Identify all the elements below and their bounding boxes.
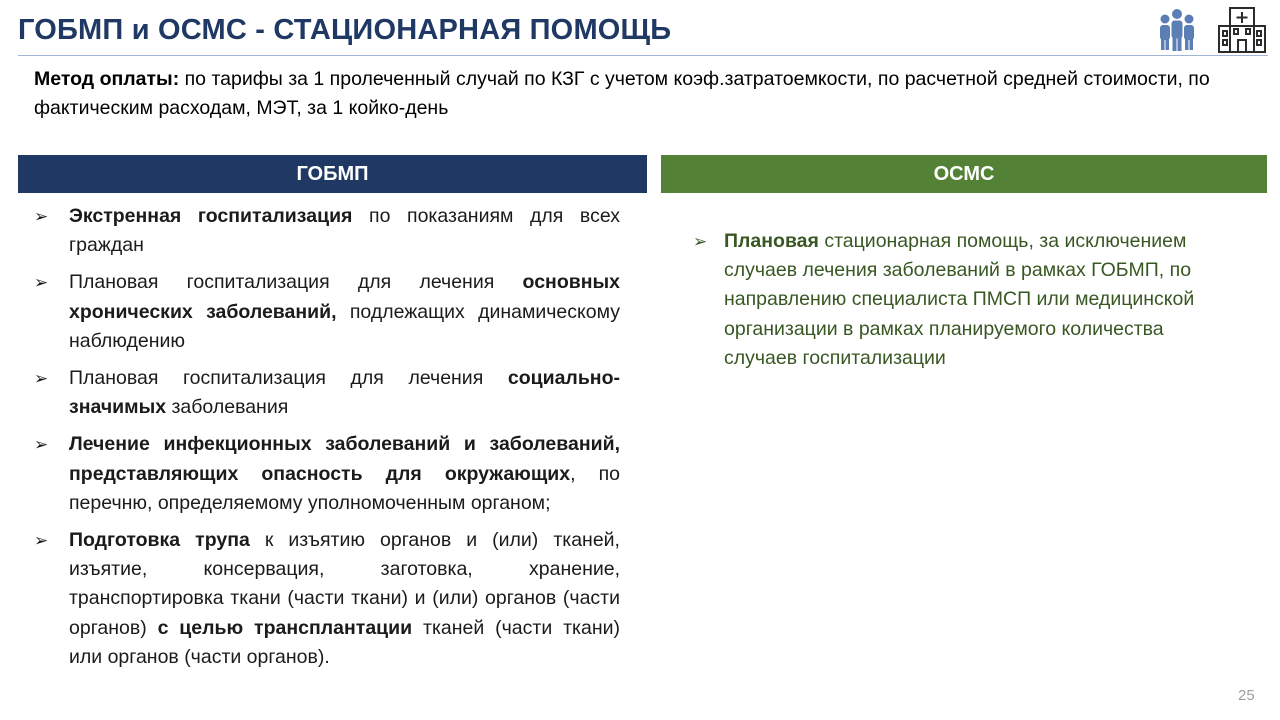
gobmp-header: ГОБМП (18, 155, 647, 193)
text-run: Плановая госпитализация для лечения (69, 367, 508, 390)
list-item (34, 202, 620, 260)
bold-text: основных хронических заболеваний, (69, 271, 620, 323)
slide-title: ГОБМП и ОСМС - СТАЦИОНАРНАЯ ПОМОЩЬ (18, 14, 672, 46)
osms-header: ОСМС (661, 155, 1267, 193)
payment-method (34, 65, 1249, 122)
payment-method-label: Метод оплаты: (34, 68, 180, 90)
list-item (34, 526, 620, 672)
bullet-arrow-icon: ➢ (34, 273, 49, 293)
bold-text: Экстренная госпитализация (69, 205, 353, 227)
bullet-arrow-icon: ➢ (693, 232, 708, 251)
text-run: тканей (части ткани) или органов (части органов). (69, 616, 620, 668)
payment-method-text: по тарифы за 1 пролеченный случай по КЗГ с учетом коэф.затратоемкости, по расчетной средней стоимости, по фактическим расходам, МЭТ, за 1 койко-день (34, 68, 1210, 119)
osms-list (693, 227, 1223, 373)
bullet-arrow-icon: ➢ (34, 207, 49, 226)
hospital-icon (1219, 8, 1265, 52)
bold-text: Плановая (724, 230, 819, 252)
people-icon (1160, 9, 1194, 51)
bold-text: Подготовка трупа (69, 529, 250, 552)
title-divider (18, 55, 1268, 56)
gobmp-list (34, 202, 620, 680)
list-item (34, 268, 620, 356)
text-run: Плановая госпитализация для лечения (69, 271, 523, 294)
text-run: подлежащих динамическому наблюдению (69, 300, 621, 352)
text-run: стационарная помощь, за исключением случаев лечения заболеваний в рамках ГОБМП, по направлению специалиста ПМСП или медицинской организации в рамках планируемого количества случаев госпитализации (724, 230, 1195, 369)
text-run: к изъятию органов и (или) тканей, изъятие, консервация, заготовка, хранение, транспортировка ткани (части ткани) и (или) органов (части органов) (69, 529, 620, 639)
list-item (34, 364, 620, 422)
bullet-arrow-icon: ➢ (34, 369, 49, 389)
bold-text: Лечение инфекционных заболеваний и заболеваний, представляющих опасность для окружающих (69, 433, 620, 485)
text-run: , по перечню, определяемому уполномоченным органом; (69, 462, 620, 514)
list-item (693, 227, 1223, 373)
bold-text: с целью трансплантации (157, 616, 413, 639)
bullet-arrow-icon: ➢ (34, 435, 49, 455)
header-icons (1155, 4, 1267, 54)
text-run: по показаниям для всех граждан (69, 205, 620, 257)
list-item (34, 430, 620, 518)
text-run: заболевания (166, 396, 289, 419)
page-number: 25 (1238, 687, 1255, 704)
bullet-arrow-icon: ➢ (34, 531, 49, 551)
bold-text: социально-значимых (69, 367, 620, 419)
